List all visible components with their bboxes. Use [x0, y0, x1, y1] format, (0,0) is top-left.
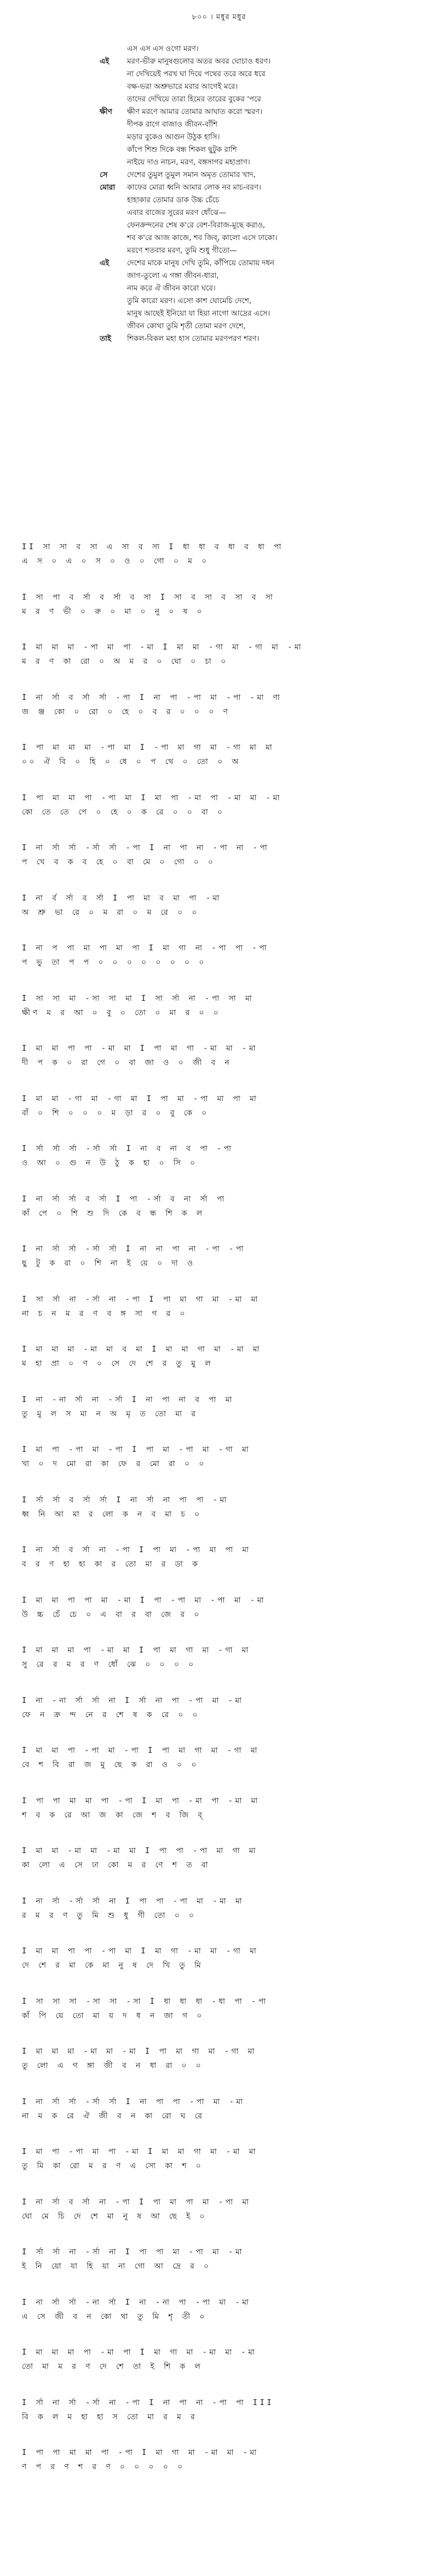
- swara-line: I মা মা মা পা -মা পা I মা গা মা -মা মা -মা: [22, 2348, 257, 2357]
- swara-line: I পা পা মা মা পা -পা I মা গা মা -মা মা -মা: [22, 2448, 259, 2457]
- notation-row: [0, 984, 438, 1035]
- swara-line: I সা র্সা না -র্সা না -পা I পা মা গা মা -মা মা: [22, 1295, 260, 1304]
- lyric-syllable-line: কো তে তে পে ০ হে ০ ক রে ০ ০ বা ০: [22, 807, 225, 817]
- lyric-text: নাইয়ে দাও নাচন, মরণ, বঙ্গসাগর মহাপ্রাণ।: [127, 158, 250, 167]
- lyric-marker: ক্ষীণ: [100, 107, 112, 116]
- notation-row: [0, 1285, 438, 1336]
- lyric-syllable-line: তু মি কা রো ম র ণ এ সো কা শ ০: [22, 2162, 204, 2170]
- lyric-text: নাম করে ঐ জীবন কারো ঘরে।: [127, 284, 216, 293]
- lyric-line: [0, 194, 438, 207]
- lyric-syllable-line: কাঁ পে ০ শি শু দি কে ব ন্ধ শি ক ল: [22, 1209, 205, 1218]
- lyric-line: [0, 320, 438, 333]
- lyric-syllable-line: ধ্ব নি আ মা র লো ক ন ব মা চ ০: [22, 1509, 202, 1519]
- lyric-line: [0, 244, 438, 257]
- notation-row: [0, 1034, 438, 1085]
- lyric-syllable-line: প ভু তা প প ০ ০ ০ ০ ০ ০ ০ ০: [22, 958, 206, 967]
- swara-line: I মা মা পা পা -মা মা I পা মা গা -মা মা -মা: [22, 1044, 258, 1053]
- lyric-text: ক্ষীণ মরণে আমার তোমার আঘাত করো স্মরণ।: [127, 107, 263, 116]
- notation-row: [0, 583, 438, 634]
- lyric-syllable-line: কা লো এ সে ঢা কো ম র ণে শ ত বা: [22, 1861, 211, 1870]
- swara-line: I র্সা র্সা না -র্সা না I পা পা মা -পা মা -মা: [22, 2248, 245, 2256]
- notation-row: [0, 834, 438, 884]
- lyric-line: [0, 68, 438, 81]
- lyric-line: [0, 219, 438, 232]
- swara-line: I র্সা র্সা ব র্সা র্সা I না র্সা না পা পা -মা: [22, 1495, 229, 1504]
- swara-line: I পা মা মা পা -পা মা I মা পা -মা পা -মা মা -মা: [22, 793, 282, 802]
- lyric-syllable-line: তো মা ম র ণ দে শে তা ই শি ক ল: [22, 2362, 203, 2371]
- swara-line: II সা সা ব সা এ সা ব সা I ধা ধা ব ধা ব ধা পা: [22, 543, 284, 551]
- swara-line: I পা মা মা মা -পা মা I -পা মা গা মা -গা মা মা: [22, 743, 275, 752]
- lyric-text: শিকল-বিকল মহা হাস তোমার মরণপরণ শরণ।: [127, 334, 260, 343]
- lyric-syllable-line: বে শ বি রা জ মু ছে ক রা ও ০ ০: [22, 1760, 199, 1769]
- swara-line: I মা পা -পা মা পা -মা I মা মা গা মা -মা মা: [22, 2147, 258, 2156]
- lyric-syllable-line: না চ ন ম র ণ ব ঙ্গ সা গ র ০: [22, 1309, 187, 1318]
- notation-row: [0, 1486, 438, 1536]
- lyric-syllable-line: ০০ ঐ বি ০ হি ০ ধে ০ প থে ০ তো ০ অ: [22, 757, 241, 766]
- notation-row: [0, 2138, 438, 2188]
- notation-row: [0, 2088, 438, 2138]
- lyric-line: [0, 169, 438, 181]
- swara-line: I না র্সা ব র্সা না -পা I পা মা -পা মা পা মা: [22, 1546, 251, 1554]
- swara-line: I সা সা মা -সা সা মা I সা র্সা না -পা সা মা: [22, 994, 255, 1003]
- notation-row: [0, 934, 438, 984]
- notation-row: [0, 1135, 438, 1185]
- lyric-syllable-line: ই নি য়ো যা হি য়া না গো আ দ্রে র ০: [22, 2262, 211, 2271]
- swara-line: I মা মা পা -পা মা -পা I পা মা গা মা -গা মা: [22, 1746, 260, 1755]
- swara-line: I সা পা ব র্সা ব র্সা ব সা I সা ব সা ব সা ব সা: [22, 592, 275, 602]
- swara-line: I না -না র্সা র্সা না I র্সা না পা -পা মা -মা: [22, 1696, 244, 1705]
- swara-line: I মা মা পা পা মা -মা I পা -পা মা -পা মা -মা: [22, 1595, 266, 1605]
- lyric-text: এবার বাজের সুরের মরণ ধোঁঝে—: [127, 208, 227, 217]
- lyric-text: কাঁপে শিশু দিকে বন্ধ শিকল ছুটুক রাশি: [127, 145, 237, 154]
- swara-line: I না -না র্সা না -র্সা I না পা না ব পা মা: [22, 1395, 234, 1404]
- swara-line: I না র্সা ব র্সা না -পা I পা মা পা মা -পা মা: [22, 2197, 251, 2207]
- lyric-line: [0, 156, 438, 169]
- notation-row: [0, 1185, 438, 1235]
- lyric-line: [0, 257, 438, 270]
- lyric-line: [0, 93, 438, 106]
- lyric-marker: তাই: [100, 334, 112, 343]
- notation-row: [0, 2037, 438, 2088]
- lyric-text: হাহাকার তোমার ডাক উচ্চ চেঁচে: [127, 196, 220, 204]
- notation-row: [0, 2389, 438, 2439]
- lyric-syllable-line: ক্ষীণ ম র আ ০ বু ০ তো ০ মা র ০ ০: [22, 1008, 221, 1017]
- lyric-line: [0, 144, 438, 156]
- notation-row: [0, 1386, 438, 1436]
- lyric-line: [0, 232, 438, 244]
- lyric-text: শব ক'রে আজ কাজে, শব জিব্, কালো এসে ঢাকো।: [127, 233, 278, 242]
- lyric-syllable-line: সু রে র ম র ণ ধোঁ ঝে ০ ০ ০ ০: [22, 1660, 196, 1669]
- lyric-line: [0, 55, 438, 68]
- lyric-syllable-line: বাঁ ০ শি ০ ০ ০ ম ড়া র ০ বু কে ০: [22, 1108, 209, 1118]
- lyric-syllable-line: জ ঞ্জ কো ০ রো ০ হে ০ ব র ০ ০ ০ ণ: [22, 707, 230, 716]
- swara-line: I না র্সা র্সা ব র্সা I পা -র্সা ব না র্সা পা: [22, 1194, 227, 1204]
- notation-row: [0, 1736, 438, 1787]
- lyric-line: [0, 270, 438, 282]
- lyric-text: তুমি কারো মরণ। এসো কাশ ঘোমেচি দেশে,: [127, 297, 252, 305]
- notation-row: [0, 2438, 438, 2489]
- swara-line: I না র্সা ব র্সা র্সা -পা I না পা -পা মা -পা -মা ণা: [22, 693, 283, 702]
- notation-row: [0, 2238, 438, 2288]
- notation-row: [0, 2338, 438, 2389]
- lyric-text: দেশের মাকে মানুষ দেখি তুমি, কাঁপিয়ে তোমায় দধন: [127, 259, 275, 267]
- page-number: ৮০০: [192, 13, 208, 21]
- swara-line: I না প পা মা পা মা পা I মা গা না -পা পা -পা: [22, 944, 269, 953]
- page-header: [0, 12, 438, 24]
- swara-line: I না র্সা র্সা -র্সা র্সা I না পা পা -পা মা -মা: [22, 2097, 245, 2106]
- notation-row: [0, 533, 438, 583]
- notation-row: [0, 1235, 438, 1285]
- lyric-marker: এই: [100, 57, 110, 66]
- lyric-syllable-line: ছু টু ক রা ০ শি না ই য়ে ০ দা ও: [22, 1259, 195, 1268]
- lyric-line: [0, 106, 438, 118]
- lyric-syllable-line: ম র ণ ভী ০ রু ০ মা ০ নু ০ ষ ০: [22, 607, 204, 616]
- lyric-syllable-line: ঘো মে চি দে শে মা নু ষ আ ছে ই ০: [22, 2212, 207, 2221]
- swara-line: I মা মা -গা মা -গা মা I পা মা -পা মা পা মা: [22, 1094, 259, 1103]
- notation-row: [0, 1686, 438, 1737]
- swara-line: I মা মা মা -মা মা ব মা I মা মা গা মা -মা মা: [22, 1345, 262, 1354]
- notation-block: [0, 533, 438, 2489]
- lyric-syllable-line: প খে ব ক ব হে ০ বা মে ০ গো ০ ০: [22, 858, 216, 867]
- lyric-syllable-line: এ সে জী ব ন কো থা তু মি শৃ তী ০: [22, 2312, 207, 2321]
- notation-row: [0, 1085, 438, 1135]
- lyric-syllable-line: শ ব ক রে আ জ কা জে শ ব জি ব্: [22, 1810, 205, 1820]
- swara-line: I না র্সা র্সা -র্সা র্সা I না না পা না -পা -পা: [22, 1245, 246, 1253]
- lyric-line: [0, 282, 438, 295]
- swara-line: I না র্ব র্সা ব র্সা I পা মা ব মা পা -মা: [22, 893, 222, 903]
- notation-row: [0, 1586, 438, 1637]
- notation-row: [0, 1536, 438, 1586]
- swara-line: I মা মা -মা মা -মা মা I পা পা -পা মা গা মা: [22, 1846, 258, 1855]
- swara-line: I মা মা মা পা -মা মা I পা মা গা মা -গা মা: [22, 1646, 251, 1655]
- lyric-syllable-line: ণ প র ণ শ র ণ ০ ০ ০ ০ ০: [22, 2463, 185, 2471]
- lyric-syllable-line: তু মু ল স মা ন অ মৃ ত তো মা র: [22, 1409, 198, 1418]
- notation-row: [0, 1987, 438, 2038]
- song-title: মধুর মধুর: [216, 13, 246, 21]
- lyric-line: [0, 181, 438, 194]
- lyric-line: [0, 81, 438, 93]
- lyric-line: [0, 295, 438, 307]
- lyric-syllable-line: ম হা প্রা ০ ণ ০ সে দে শে র তু মু ল: [22, 1359, 213, 1368]
- lyric-text: জীবন কোথা তুমি শৃতী তোমা মরণ দেশে,: [127, 322, 246, 330]
- lyric-syllable-line: ম র ণ কা রো ০ অ ম র ০ ঘো ০ চা ০: [22, 657, 228, 666]
- swara-line: I মা মা পা পা -পা মা I মা গা -মা মা -গা মা: [22, 1947, 259, 1956]
- lyric-line: [0, 131, 438, 144]
- lyric-syllable-line: দী প ক ০ রা গে ০ বা জা ও ০ জী ব ন: [22, 1058, 232, 1067]
- lyric-syllable-line: ফে ন ক্র ন্দ নে র শে ষ ক রে ০ ০: [22, 1710, 200, 1719]
- swara-line: I না র্সা র্সা -র্সা র্সা -পা I না পা না -পা না -পা: [22, 844, 270, 852]
- lyrics-block: [0, 43, 438, 345]
- lyric-syllable-line: ও আ ০ গু ন উ ঠু ক হা ০ সি ০: [22, 1159, 198, 1167]
- swara-line: I সা সা সা -সা সা -সা I ধা ধা ধা -ধা পা -পা: [22, 1997, 268, 2006]
- swara-line: I না র্সা -র্সা র্সা না I পা পা -পা মা -মা মা: [22, 1896, 245, 1906]
- swara-line: I র্সা না র্সা -র্সা না -পা I না পা না -পা পা III: [22, 2398, 274, 2407]
- swara-line: I মা মা মা -পা মা পা -মা I মা মা -গা মা -গা মা -মা: [22, 643, 304, 652]
- lyric-line: [0, 43, 438, 55]
- swara-line: I না র্সা র্সা -না র্সা I না -না পা -পা মা -মা: [22, 2298, 251, 2307]
- lyric-text: মড়ার বুকেও আগুন উঠুক হাসি।: [127, 133, 220, 141]
- notation-row: [0, 2188, 438, 2238]
- lyric-syllable-line: কাঁ পি য়ে তো মা য় দ ধ ন জা গ ০: [22, 2011, 204, 2020]
- lyric-text: মানুষ আছেই ইনিয়ো যা হিয়া নাগো আদ্রের এসে।: [127, 309, 270, 318]
- notation-row: [0, 1937, 438, 1987]
- notation-row: [0, 633, 438, 683]
- lyric-marker: সে: [100, 170, 108, 179]
- lyric-text: তাদের দেখিয়ে তারা হিমের তারের বুকের 'পরে: [127, 95, 261, 104]
- notation-row: [0, 884, 438, 934]
- notation-row: [0, 1435, 438, 1486]
- notation-row: [0, 1837, 438, 1887]
- lyric-text: ফেনক্রন্দনের শেষ ক'রে বেশ-বিরাজ-মুছে করাও,: [127, 221, 266, 230]
- swara-line: I মা মা মা -মা মা -মা I পা মা গা মা -গা মা: [22, 2047, 257, 2056]
- lyric-syllable-line: না ম ক রে ঐ জী ব ন কা রো ঘ রে: [22, 2111, 205, 2121]
- lyric-syllable-line: তু লো এ গ ঙ্গা জী ব ন ধা রা ০ ০: [22, 2061, 204, 2070]
- notation-row: [0, 1636, 438, 1686]
- lyric-syllable-line: ব র ণ হা হা কা র তো মা র ডা ক: [22, 1560, 200, 1569]
- lyric-syllable-line: র ম র ণ তু মি শু ধু গী তো ০ ০: [22, 1911, 197, 1920]
- lyric-text: মরণ-ভীরু মানুষগুলোর অতর অবর ঘোচাও ধরণ।: [127, 57, 271, 66]
- lyric-marker: মোরা: [100, 183, 116, 192]
- notation-row: [0, 683, 438, 734]
- lyric-syllable-line: অ শ্রু ভা রে ০ ম রা ০ ম রে ০ ০: [22, 908, 199, 917]
- lyric-line: [0, 118, 438, 131]
- notation-row: [0, 2288, 438, 2339]
- lyric-syllable-line: উ চ্চ চেঁ চে ০ এ বা র বা জে র ০: [22, 1610, 201, 1619]
- lyric-text: জাগ-তুলো এ গঙ্গা জীবন-ধারা,: [127, 271, 219, 280]
- notation-row: [0, 733, 438, 784]
- lyric-text: বক্ষ-ভরা অশ্রুভারে মরার আগেই মরে।: [127, 82, 238, 91]
- notation-row: [0, 1887, 438, 1937]
- lyric-text: দীপক রাগে বাজাও জীবন-বাঁশি: [127, 120, 218, 129]
- lyric-marker: এই: [100, 259, 110, 267]
- swara-line: I মা পা -পা মা -পা I পা মা -পা মা -গা মা: [22, 1445, 251, 1454]
- lyric-syllable-line: বি ক ল ম হা হা স তো মা র ম র: [22, 2412, 198, 2421]
- header-separator: ।: [210, 13, 214, 21]
- lyric-syllable-line: খা ০ দ মো রা কা ফে র মো রা ০ ০: [22, 1460, 206, 1468]
- notation-row: [0, 784, 438, 834]
- lyric-line: [0, 207, 438, 219]
- lyric-line: [0, 307, 438, 320]
- lyric-text: দেশের তুমুল তুমুল সমান অমৃত তোমার খাদ,: [127, 170, 256, 179]
- notation-row: [0, 1787, 438, 1837]
- lyric-text: এস এস এস ওগো মরণ।: [127, 44, 199, 53]
- lyric-syllable-line: দে শে র মা কে মা নু ষ দে খি তু মি: [22, 1961, 204, 1970]
- lyric-text: কাফের মোরা ধ্বনি আমার লোক নব মাচ-বরণ।: [127, 183, 261, 192]
- lyric-syllable-line: এ স ০ এ ০ স ০ ও ০ গো ০ ম ০: [22, 557, 209, 566]
- lyric-text: মরণে শতবার মরণ, তুমি শুধু গীতো—: [127, 246, 237, 255]
- lyric-text: না দেখিয়েই পরখ ঘা দিয়ে পথের তরে অরে ধরে: [127, 70, 266, 78]
- swara-line: I র্সা র্সা র্সা -র্সা র্সা I না ব না ব পা -পা: [22, 1144, 234, 1153]
- lyric-line: [0, 333, 438, 345]
- notation-row: [0, 1335, 438, 1386]
- swara-line: I পা পা মা মা পা -পা I মা পা -মা পা -মা মা: [22, 1796, 260, 1805]
